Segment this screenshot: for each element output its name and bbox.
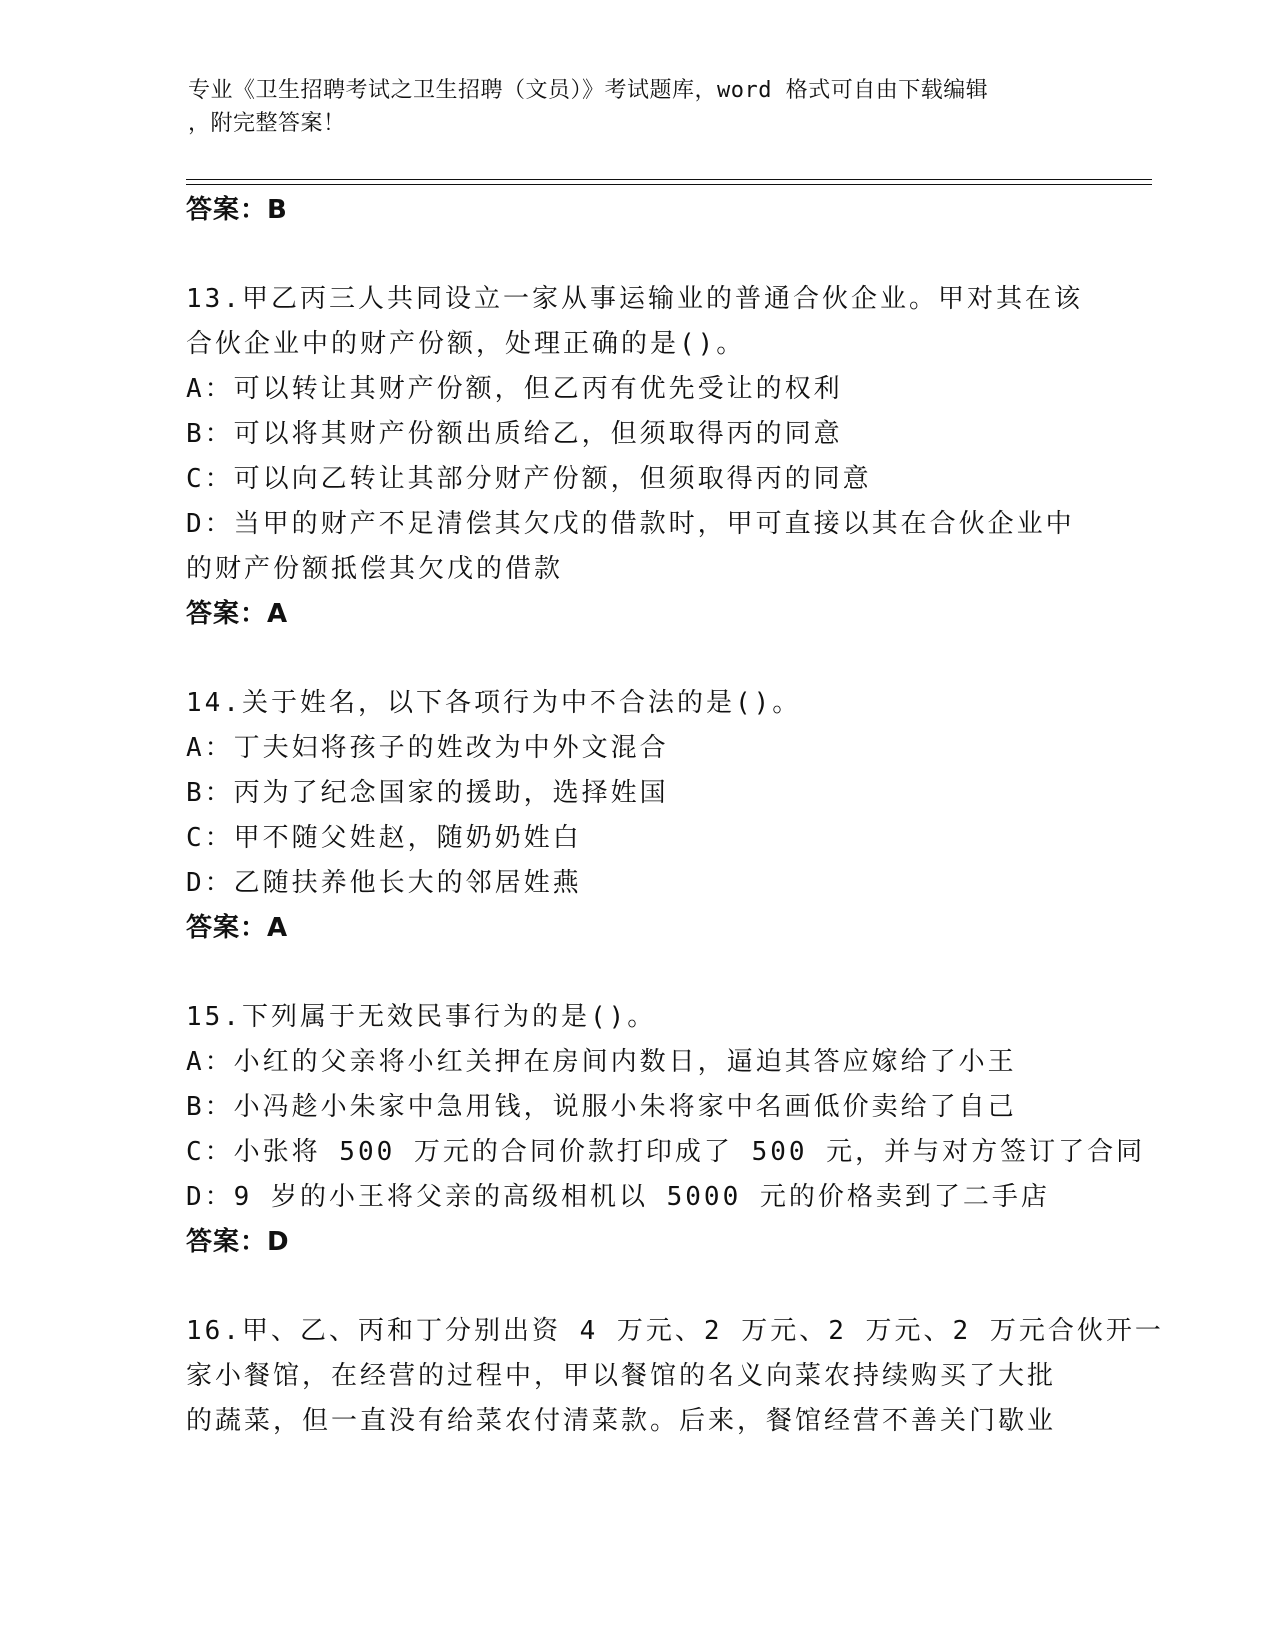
question-text: 家小餐馆，在经营的过程中，甲以餐馆的名义向菜农持续购买了大批 bbox=[186, 1361, 1057, 1391]
option-c: C：甲不随父姓赵，随奶奶姓白 bbox=[186, 823, 582, 853]
header-divider-top bbox=[186, 179, 1152, 180]
option-d: D：乙随扶养他长大的邻居姓燕 bbox=[186, 868, 582, 898]
option-b: B：可以将其财产份额出质给乙，但须取得丙的同意 bbox=[186, 419, 843, 449]
question-13 bbox=[186, 277, 1086, 637]
option-a: A：丁夫妇将孩子的姓改为中外文混合 bbox=[186, 733, 669, 763]
option-b: B：小冯趁小朱家中急用钱，说服小朱将家中名画低价卖给了自己 bbox=[186, 1092, 1017, 1122]
header-divider-bottom bbox=[186, 184, 1152, 185]
option-b: B：丙为了纪念国家的援助，选择姓国 bbox=[186, 778, 669, 808]
option-a: A：可以转让其财产份额，但乙丙有优先受让的权利 bbox=[186, 374, 843, 404]
document-header bbox=[188, 74, 1088, 140]
answer-line: 答案：A bbox=[186, 913, 289, 943]
spacer bbox=[186, 233, 1086, 277]
question-list bbox=[186, 188, 1164, 1444]
option-d: D：9 岁的小王将父亲的高级相机以 5000 元的价格卖到了二手店 bbox=[186, 1182, 1050, 1212]
answer-line: 答案：B bbox=[186, 195, 288, 225]
header-line-2: ，附完整答案！ bbox=[188, 111, 346, 136]
question-text: 14.关于姓名，以下各项行为中不合法的是()。 bbox=[186, 688, 802, 718]
question-15 bbox=[186, 995, 1146, 1265]
header-line-1: 专业《卫生招聘考试之卫生招聘（文员）》考试题库，word 格式可自由下载编辑 bbox=[188, 78, 989, 103]
spacer bbox=[186, 951, 1086, 995]
question-text: 16.甲、乙、丙和丁分别出资 4 万元、2 万元、2 万元、2 万元合伙开一 bbox=[186, 1316, 1164, 1346]
question-16 bbox=[186, 1309, 1164, 1444]
spacer bbox=[186, 637, 1086, 681]
option-c: C：可以向乙转让其部分财产份额，但须取得丙的同意 bbox=[186, 464, 872, 494]
option-d-continued: 的财产份额抵偿其欠戊的借款 bbox=[186, 554, 564, 584]
option-d: D：当甲的财产不足清偿其欠戊的借款时，甲可直接以其在合伙企业中 bbox=[186, 509, 1075, 539]
spacer bbox=[186, 1265, 1086, 1309]
option-a: A：小红的父亲将小红关押在房间内数日，逼迫其答应嫁给了小王 bbox=[186, 1047, 1017, 1077]
question-text: 合伙企业中的财产份额，处理正确的是()。 bbox=[186, 329, 746, 359]
option-c: C：小张将 500 万元的合同价款打印成了 500 元，并与对方签订了合同 bbox=[186, 1137, 1146, 1167]
question-text: 15.下列属于无效民事行为的是()。 bbox=[186, 1002, 657, 1032]
answer-line: 答案：A bbox=[186, 599, 289, 629]
answer-line: 答案：D bbox=[186, 1227, 290, 1257]
question-text: 13.甲乙丙三人共同设立一家从事运输业的普通合伙企业。甲对其在该 bbox=[186, 284, 1083, 314]
question-text: 的蔬菜，但一直没有给菜农付清菜款。后来，餐馆经营不善关门歇业 bbox=[186, 1406, 1057, 1436]
question-14 bbox=[186, 681, 1086, 951]
